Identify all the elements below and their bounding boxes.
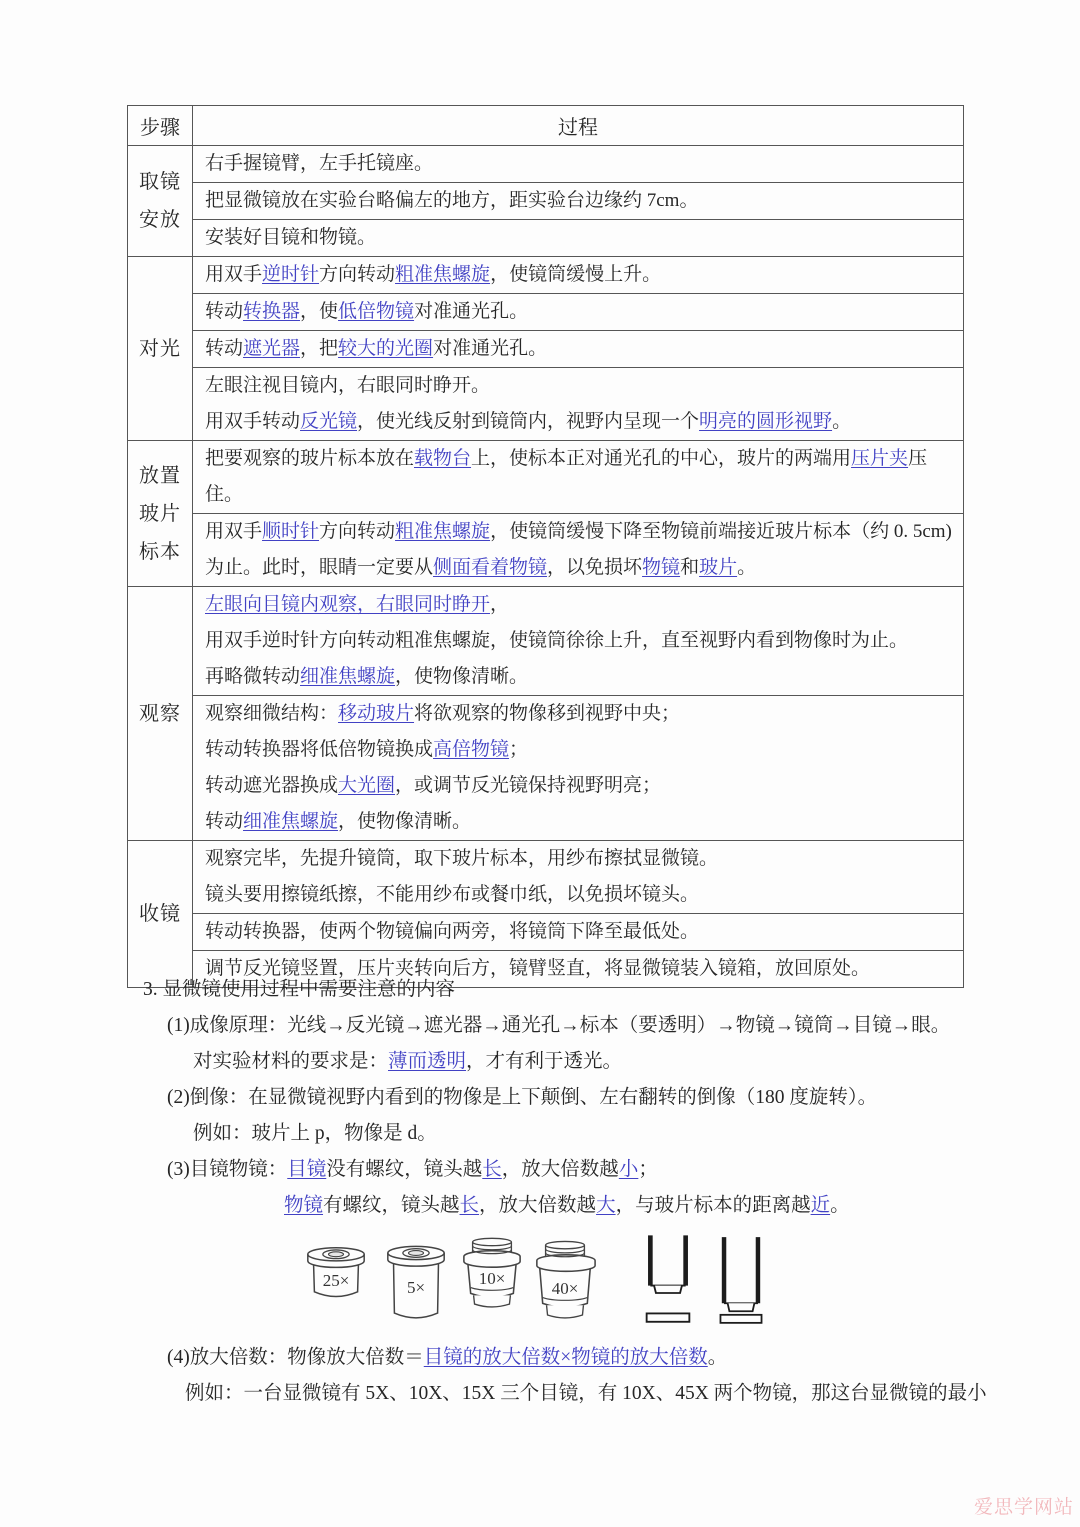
key-term-underlined: 细准焦螺旋 — [243, 811, 339, 832]
process-paragraph — [205, 732, 955, 768]
process-paragraph — [205, 331, 955, 367]
process-paragraph — [205, 146, 955, 182]
key-term-underlined: 载物台 — [414, 448, 472, 469]
key-term-underlined: 目镜的放大倍数×物镜的放大倍数 — [423, 1347, 708, 1368]
table-row — [128, 257, 964, 294]
text-segment: (2)倒像：在显微镜视野内看到的物像是上下颠倒、左右翻转的倒像（180 度旋转）。 — [167, 1087, 878, 1108]
notes-section — [127, 966, 1007, 1418]
eyepiece-25x-illustration — [305, 1244, 367, 1304]
text-segment: 。 — [832, 411, 852, 432]
key-term-underlined: 侧面看着物镜 — [433, 557, 548, 578]
table-row — [128, 368, 964, 441]
text-segment: 方向转动 — [319, 264, 396, 285]
key-term-underlined: 顺时针 — [262, 521, 320, 542]
key-term-underlined: 玻片 — [699, 557, 738, 578]
text-segment: 没有螺纹，镜头越 — [326, 1159, 483, 1180]
text-segment: 转动转换器将低倍物镜换成 — [205, 739, 434, 760]
key-term-underlined: 粗准焦螺旋 — [395, 264, 491, 285]
text-segment: 观察完毕，先提升镜筒，取下玻片标本，用纱布擦拭显微镜。 — [205, 848, 719, 869]
process-paragraph — [205, 294, 955, 330]
step-label-line: 取镜 — [139, 171, 181, 193]
text-segment: 再略微转动 — [205, 666, 301, 687]
text-segment: ，使物像清晰。 — [395, 666, 529, 687]
step-label-cell — [128, 441, 193, 587]
text-segment: ，放大倍数越 — [501, 1159, 619, 1180]
note-example-p-d — [193, 1122, 1007, 1146]
key-term-underlined: 大 — [596, 1195, 616, 1216]
key-term-underlined: 物镜 — [284, 1195, 324, 1216]
objective-10x-illustration — [460, 1236, 524, 1312]
text-segment: 。 — [737, 557, 757, 578]
text-segment: 转动 — [205, 338, 244, 359]
process-paragraph — [205, 183, 955, 219]
process-cell — [193, 696, 964, 841]
table-row — [128, 331, 964, 368]
text-segment: ，使镜筒缓慢下降至物镜前端接近玻片标本（约 0. 5cm)为止。此时，眼睛一定要从 — [205, 521, 952, 578]
text-segment: 转动转换器，使两个物镜偏向两旁，将镜筒下降至最低处。 — [205, 921, 700, 942]
key-term-underlined: 较大的光圈 — [338, 338, 434, 359]
text-segment: 例如：玻片上 p，物像是 d。 — [193, 1123, 437, 1144]
table-row — [128, 696, 964, 841]
key-term-underlined: 薄而透明 — [388, 1051, 467, 1072]
note-example-magnification — [185, 1382, 1007, 1406]
text-segment: 对准通光孔。 — [433, 338, 548, 359]
key-term-underlined: 明亮的圆形视野 — [699, 411, 833, 432]
process-paragraph — [205, 877, 955, 913]
text-segment: 安装好目镜和物镜。 — [205, 227, 377, 248]
text-segment: ，使光线反射到镜筒内，视野内呈现一个 — [357, 411, 700, 432]
text-segment: 转动 — [205, 811, 244, 832]
text-segment: ； — [509, 739, 529, 760]
process-cell — [193, 183, 964, 220]
lens-label-5x: 5× — [406, 1278, 426, 1297]
process-paragraph — [205, 768, 955, 804]
process-paragraph — [205, 659, 955, 695]
text-segment: 用双手 — [205, 521, 263, 542]
step-label-cell — [128, 587, 193, 841]
lens-figure — [305, 1230, 1007, 1334]
key-term-underlined: 近 — [810, 1195, 831, 1216]
note-imaging-principle — [167, 1014, 1007, 1038]
note-magnification — [167, 1346, 1007, 1370]
text-segment: ，放大倍数越 — [479, 1195, 597, 1216]
objective-side-view-short — [642, 1230, 694, 1330]
text-segment: 。 — [830, 1195, 850, 1216]
header-process: 过程 — [193, 106, 964, 146]
process-cell — [193, 146, 964, 183]
key-term-underlined: 遮光器 — [243, 338, 301, 359]
microscope-steps-table — [127, 105, 964, 988]
text-segment: 转动 — [205, 301, 244, 322]
note-objective-thread — [284, 1194, 1007, 1218]
objective-40x-illustration — [532, 1238, 598, 1326]
text-segment: 观察细微结构： — [205, 703, 339, 724]
process-paragraph — [205, 404, 955, 440]
text-segment: ，使 — [300, 301, 339, 322]
process-paragraph — [205, 841, 955, 877]
process-cell — [193, 368, 964, 441]
table-row — [128, 183, 964, 220]
note-material-requirement — [193, 1050, 1007, 1074]
process-paragraph — [205, 257, 955, 293]
text-segment: (4)放大倍数：物像放大倍数＝ — [167, 1347, 424, 1368]
text-segment: 将欲观察的物像移到视野中央； — [414, 703, 681, 724]
step-label-line: 对光 — [139, 337, 181, 360]
key-term-underlined: 高倍物镜 — [433, 739, 510, 760]
key-term-underlined: 大光圈 — [338, 775, 396, 796]
table-row — [128, 841, 964, 914]
text-segment: 镜头要用擦镜纸擦，不能用纱布或餐巾纸，以免损坏镜头。 — [205, 884, 700, 905]
lens-label-40x: 40× — [551, 1279, 579, 1298]
process-paragraph — [205, 514, 955, 586]
key-term-underlined: 转换器 — [243, 301, 301, 322]
key-term-underlined: 反光镜 — [300, 411, 358, 432]
notes-heading — [143, 978, 1007, 1002]
text-segment: 右手握镜臂，左手托镜座。 — [205, 153, 434, 174]
process-paragraph — [205, 804, 955, 840]
key-term-underlined: 长 — [459, 1195, 480, 1216]
text-segment: 对实验材料的要求是： — [193, 1051, 389, 1072]
table-row — [128, 587, 964, 696]
text-segment: 用双手转动 — [205, 411, 301, 432]
text-segment: ，使物像清晰。 — [338, 811, 472, 832]
step-label-line: 收镜 — [139, 903, 181, 925]
process-paragraph — [205, 623, 955, 659]
table-row — [128, 914, 964, 951]
key-term-underlined: 粗准焦螺旋 — [395, 521, 491, 542]
key-term-underlined: 压片夹 — [851, 448, 909, 469]
text-segment: (1)成像原理：光线→反光镜→遮光器→通光孔→标本（要透明）→物镜→镜筒→目镜→眼。 — [167, 1015, 951, 1036]
text-segment: 压住。 — [205, 448, 928, 505]
process-paragraph — [205, 914, 955, 950]
key-term-underlined: 长 — [482, 1159, 502, 1180]
key-term-underlined: 低倍物镜 — [338, 301, 415, 322]
process-cell — [193, 220, 964, 257]
key-term-underlined: 左眼向目镜内观察，右眼同时睁开 — [205, 594, 491, 615]
process-paragraph — [205, 696, 955, 732]
step-label-line: 放置 — [139, 464, 181, 487]
key-term-underlined: 目镜 — [287, 1159, 327, 1180]
process-cell — [193, 514, 964, 587]
step-label-line: 标本 — [139, 540, 181, 563]
step-label-line: 观察 — [139, 702, 181, 725]
note-inverted-image — [167, 1086, 1007, 1110]
process-paragraph — [205, 220, 955, 256]
table-header-row — [128, 106, 964, 146]
text-segment: 用双手逆时针方向转动粗准焦螺旋，使镜筒徐徐上升，直至视野内看到物像时为止。 — [205, 630, 909, 651]
text-segment: 上，使标本正对通光孔的中心，玻片的两端用 — [471, 448, 852, 469]
table-row — [128, 514, 964, 587]
table-row — [128, 294, 964, 331]
key-term-underlined: 逆时针 — [262, 264, 320, 285]
eyepiece-5x-illustration — [385, 1242, 447, 1326]
text-segment: 调节反光镜竖置，压片夹转向后方，镜臂竖直，将显微镜装入镜箱，放回原处。 — [205, 958, 871, 979]
step-label-line: 安放 — [139, 209, 181, 231]
key-term-underlined: 小 — [618, 1159, 639, 1180]
process-cell — [193, 914, 964, 951]
text-segment: 。 — [707, 1347, 728, 1368]
process-cell — [193, 331, 964, 368]
text-segment: 把要观察的玻片标本放在 — [205, 448, 415, 469]
table-row — [128, 441, 964, 514]
watermark: 爱思学网站 — [973, 1497, 1074, 1518]
text-segment: ， — [490, 594, 510, 615]
text-segment: 转动遮光器换成 — [205, 775, 339, 796]
text-segment: ，使镜筒缓慢上升。 — [490, 264, 662, 285]
key-term-underlined: 移动玻片 — [338, 703, 415, 724]
text-segment: (3)目镜物镜： — [167, 1159, 288, 1180]
step-label-line: 玻片 — [139, 502, 181, 525]
text-segment: 和 — [680, 557, 700, 578]
table-row — [128, 220, 964, 257]
text-segment: ，把 — [300, 338, 339, 359]
process-cell — [193, 294, 964, 331]
text-segment: 有螺纹，镜头越 — [323, 1195, 460, 1216]
step-label-cell — [128, 257, 193, 441]
text-segment: ，以免损坏 — [547, 557, 643, 578]
text-segment: ，才有利于透光。 — [466, 1051, 623, 1072]
text-segment: 对准通光孔。 — [414, 301, 529, 322]
text-segment: 左眼注视目镜内，右眼同时睁开。 — [205, 375, 491, 396]
lens-label-10x: 10× — [478, 1269, 506, 1288]
header-step: 步骤 — [128, 106, 193, 146]
objective-side-view-long — [716, 1230, 766, 1330]
text-segment: 3. 显微镜使用过程中需要注意的内容 — [143, 979, 456, 1000]
process-paragraph — [205, 441, 955, 513]
process-cell — [193, 841, 964, 914]
text-segment: 用双手 — [205, 264, 263, 285]
process-cell — [193, 441, 964, 514]
text-segment: ； — [638, 1159, 658, 1180]
text-segment: ，或调节反光镜保持视野明亮； — [395, 775, 662, 796]
process-paragraph — [205, 368, 955, 404]
key-term-underlined: 物镜 — [642, 557, 681, 578]
text-segment: 方向转动 — [319, 521, 396, 542]
process-paragraph — [205, 587, 955, 623]
text-segment: 把显微镜放在实验台略偏左的地方，距实验台边缘约 7cm。 — [205, 190, 699, 211]
process-cell — [193, 587, 964, 696]
note-eyepiece-objective — [167, 1158, 1007, 1182]
lens-label-25x: 25× — [322, 1271, 350, 1290]
process-cell — [193, 257, 964, 294]
key-term-underlined: 细准焦螺旋 — [300, 666, 396, 687]
table-row — [128, 146, 964, 183]
text-segment: 例如：一台显微镜有 5X、10X、15X 三个目镜，有 10X、45X 两个物镜，那这台显微镜的最小 — [185, 1383, 987, 1404]
step-label-cell — [128, 146, 193, 257]
text-segment: ，与玻片标本的距离越 — [615, 1195, 811, 1216]
